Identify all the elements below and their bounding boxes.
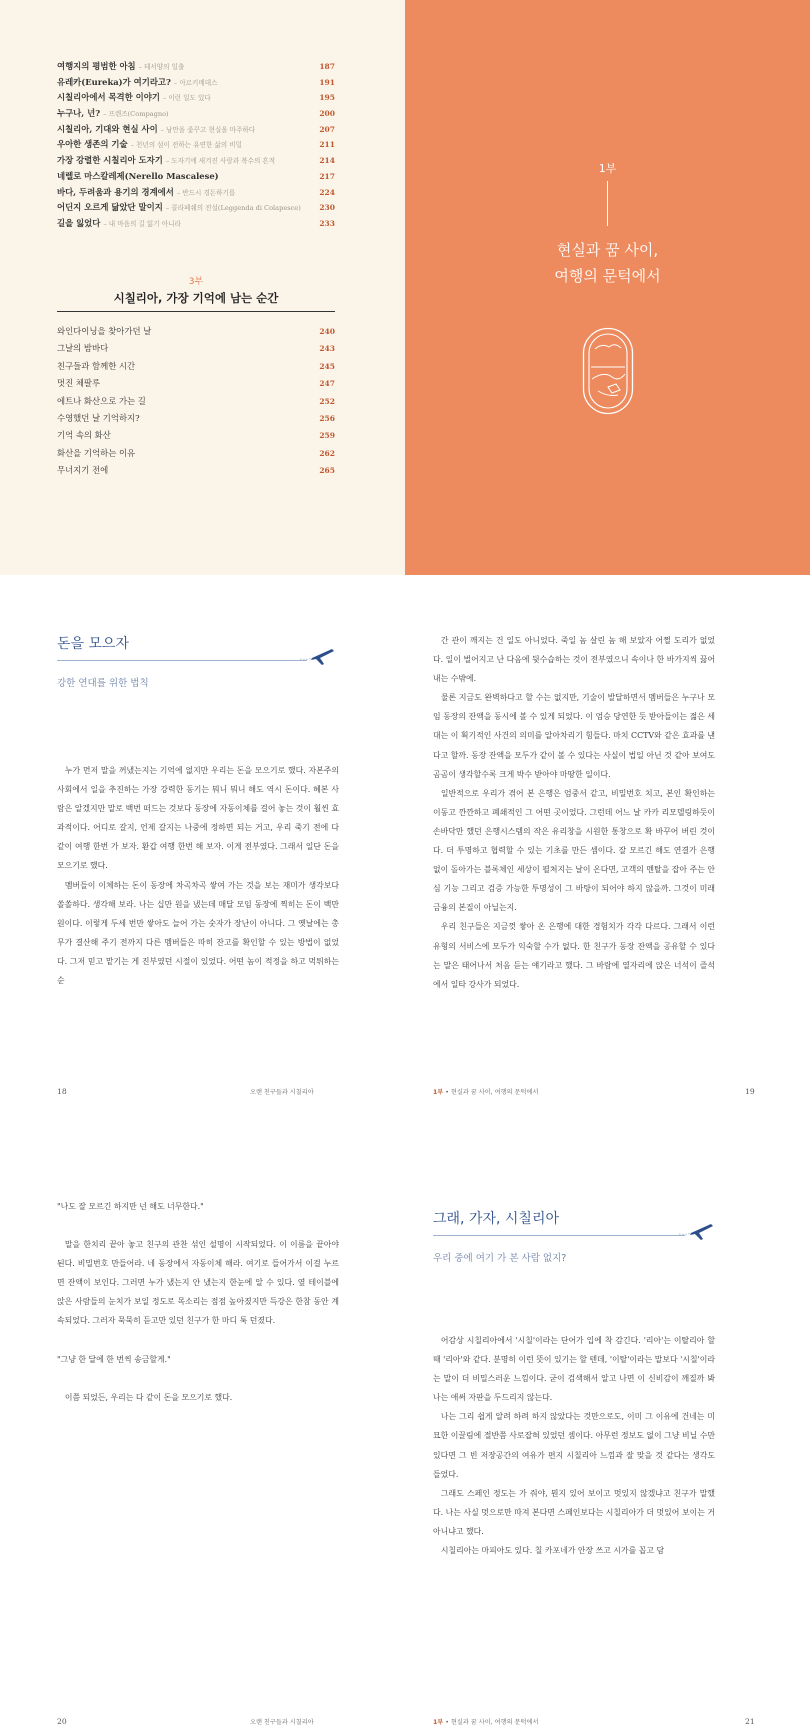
toc-entry-subtitle: – 아르키메데스 [173, 78, 218, 87]
toc-entry-page: 195 [319, 93, 335, 103]
chapter-title: 그래, 가자, 시칠리아 [433, 1211, 559, 1227]
toc-entry [57, 217, 335, 233]
toc-entry-page: 191 [319, 77, 335, 87]
toc-entry-page: 200 [319, 109, 335, 119]
toc-entry-title: 시칠리아에서 목격한 이야기 [57, 92, 160, 103]
toc-entry [57, 107, 335, 123]
toc-entry [57, 429, 335, 446]
body-text [433, 1331, 715, 1560]
paragraph: 멤버들이 이체하는 돈이 동장에 차곡차곡 쌓여 가는 것을 보는 재미가 생각보다 쏠쏠하다. 생각해 보라. 나는 십만 원을 냈는데 매달 모임 동장에 찍히는 돈이 백만 원이다. 이렇게 두세 번만 쌓아도 늘어 가는 숫자가 장난이 아니다. 그 옛날에는 총무가 결산해 주기 전까지 다른 멤버들은 따히 잔고를 확인할 수 있는 방법이 없었다. 그저 믿고 맡기는 게 진부였던 시절이 있었다. 어떤 놈이 적정을 하고 먹튀하는 순 [57, 880, 339, 986]
running-header: 오랜 친구들과 시칠리아 [250, 1719, 314, 1725]
spread-pages-18-19 [0, 575, 810, 1150]
toc-entry [57, 325, 335, 342]
part-label: 1부 [598, 162, 617, 175]
toc-entry-title: 에트나 화산으로 가는 길 [57, 395, 146, 406]
toc-entry [57, 76, 335, 92]
toc-entry-page: 187 [319, 62, 335, 71]
page-number: 20 [57, 1717, 67, 1725]
part-vertical-line [607, 181, 608, 226]
toc-entry-subtitle: – 이런 일도 있다 [162, 94, 211, 103]
airplane-icon [298, 645, 336, 667]
running-header: 오랜 친구들과 시칠리아 [250, 1089, 314, 1096]
toc-entry-subtitle: – 천년의 섬이 전하는 유연한 삶의 비밀 [130, 141, 242, 150]
part3-divider [57, 311, 335, 312]
page-19 [405, 575, 810, 1150]
body-text [57, 1197, 339, 1407]
chapter-rule [57, 660, 307, 661]
toc-entry-page: 247 [319, 379, 335, 389]
toc-entry [57, 360, 335, 377]
toc-entry-title: 우아한 생존의 기술 [57, 139, 128, 150]
toc-entry [57, 395, 335, 412]
toc-entry-title: 누구나, 넌? [57, 108, 101, 119]
running-part: 1부 [433, 1719, 444, 1725]
toc-entry [57, 447, 335, 464]
toc-entry-page: 252 [319, 396, 335, 406]
paragraph: 일반적으로 우리가 겪어 본 은행은 엄중서 같고, 비밀번호 치고, 본인 확인하는 이동고 깐깐하고 폐쇄적인 그 어떤 곳이었다. 그런데 어느 날 카카 리모델링하듯이 손바닥만 했던 은행시스템의 작은 유리창을 시원한 통창으로 확 바꾸어 버린 것이다. 더 투명하고 협력할 수 있는 기초를 만든 셈이다. 잘 모르긴 해도 연결가 은행 없이 돌아가는 블록체인 세상이 펼쳐지는 날이 온다면, 고객의 멘탈을 잡아 주는 안심 기능 그리고 검증 가능한 투명성이 그 바탕이 되어야 하지 않을까. 그것이 미래 금융의 본질이 아닐는지. [433, 788, 715, 913]
toc-entry-page: 265 [319, 466, 335, 476]
page-21 [405, 1150, 810, 1725]
toc-entry-subtitle: – 내 마음의 길 잃기 아니라 [103, 219, 181, 228]
paragraph: 말을 한치리 끝아 놓고 친구의 관찬 섞인 설명이 시작되었다. 이 이름을 끝아야 된다. 비밀번호 만들어라. 네 동장에서 자동이체 해라. 여기로 들어가서 이걸 누르면 잔액이 보인다. 그러면 누가 냈는지 안 냈는지 한눈에 알 수 있다. 옆 테이블에 앉은 사람들의 눈치가 보일 정도로 목소리는 점점 높아졌지만 득강은 한참 동안 계속되었다. 그러자 묵묵히 듣고만 있던 친구가 한 마디 툭 던졌다. [57, 1240, 339, 1326]
spread-toc [0, 0, 810, 575]
toc-entry [57, 201, 335, 217]
toc-entry [57, 412, 335, 429]
toc-entry-page: 211 [319, 140, 335, 150]
dialogue-line: "그냥 한 달에 한 번씩 송금할게." [57, 1354, 171, 1364]
running-title: • 현실과 꿈 사이, 여행의 문턱에서 [445, 1089, 539, 1096]
toc-entry [57, 377, 335, 394]
paragraph: 이쯤 되었든, 우리는 다 같이 돈을 모으기로 했다. [64, 1392, 233, 1402]
body-text [433, 631, 715, 994]
toc-entry [57, 123, 335, 139]
window-landscape-emblem-icon [582, 327, 634, 415]
part3-title: 시칠리아, 가장 기억에 남는 순간 [113, 291, 279, 305]
paragraph: 우리 친구들은 지금껏 쌓아 온 은행에 대한 경험치가 각각 다르다. 그래서 이런 유형의 서비스에 모두가 익숙할 수가 없다. 한 친구가 동장 잔액을 공유할 수 있다는 말은 태어나서 처음 듣는 얘기라고 했다. 그 바람에 열자리에 앉은 너석이 즐석에서 일타 강사가 되었다. [433, 922, 715, 989]
toc-entry-subtitle: – 프렌즈(Compagno) [103, 110, 169, 119]
toc-entry-title: 그날의 밤바다 [57, 343, 109, 354]
toc-entry-page: 217 [319, 171, 335, 181]
toc-entry [57, 154, 335, 170]
toc-entry-title: 무너지기 전에 [57, 465, 109, 476]
dialogue-line: "나도 잘 모르긴 하지만 넌 해도 너무한다." [57, 1202, 204, 1211]
chapter-title: 돈을 모으자 [57, 636, 130, 652]
toc-entry [57, 170, 335, 186]
page-18 [0, 575, 405, 1150]
toc-entry [57, 60, 335, 76]
page-20 [0, 1150, 405, 1725]
toc-entry-title: 화산을 기억하는 이유 [57, 447, 136, 458]
toc-entry-page: 259 [319, 431, 335, 441]
toc-entry-title: 친구들과 함께한 시간 [57, 360, 136, 371]
toc-entry-page: 245 [319, 361, 335, 371]
part3-toc-list [57, 325, 335, 482]
toc-entry-page: 214 [319, 156, 335, 166]
paragraph: 간 관이 깨지는 건 일도 아니었다. 죽일 놈 살린 놈 해 보았자 어쩔 도리가 없었다. 일이 벌어지고 난 다음에 뒷수습하는 것이 전부였으니 속이나 한 바가지씩 끓어 내는 수밖에. [433, 636, 715, 684]
toc-entry-page: 262 [319, 448, 335, 458]
paragraph: 물론 지금도 완벽하다고 할 수는 없지만, 기술이 발달하면서 멤버들은 누구나 모임 동장의 잔액을 동시에 볼 수 있게 되었다. 이 엄승 당연한 듯 받아들이는 젊은 세대는 이 획기적인 사건의 의미를 알아차리기 힘들다. 마치 CCTV와 같은 효과를 낸다고 할까. 동장 잔액을 모두가 같이 볼 수 있다는 사실이 법일 아닌 것 같아 보여도 곰곰이 생각할수록 크게 박수 받아야 마땅한 일이다. [433, 693, 715, 779]
running-part: 1부 [433, 1089, 444, 1096]
toc-entry-title: 와인다이닝을 찾아가던 날 [57, 326, 152, 336]
paragraph: 나는 그리 쉽게 알려 하려 하지 않았다는 것만으로도, 이미 그 이유에 건네는 미묘한 이끌림에 절반쯤 사로잡혀 있었던 셈이다. 아무런 정보도 없이 그냥 비닐 수만 있다면 그 빈 저장공간의 여유가 편지 시칠리아 느낌과 잘 맞을 것 같다는 생각도 들었다. [433, 1412, 715, 1479]
toc-entry-title: 길을 잃었다 [57, 217, 101, 228]
toc-entry-title: 기억 속의 화산 [57, 430, 111, 441]
chapter-rule [433, 1235, 685, 1236]
toc-entry-page: 243 [319, 344, 335, 354]
body-text [57, 761, 339, 990]
paragraph: 그래도 스페인 정도는 가 줘야, 뭔지 있어 보이고 멋있지 않겠냐고 친구가 말했다. 나는 사실 멋으로만 따져 본다면 스페인보다는 시칠리아가 더 멋있어 보이는 거 아니냐고 했다. [433, 1488, 715, 1536]
toc-entry-subtitle: – 콜라페쉐의 전설(Leggenda di Colapesce) [165, 204, 301, 213]
toc-entry-page: 256 [319, 413, 335, 423]
paragraph: 시칠리아는 마피아도 있다. 칠 카포네가 안장 쓰고 시가를 꼽고 담 [440, 1546, 665, 1556]
toc-entry-title: 여행지의 평범한 아침 [57, 61, 136, 71]
part-title-line2: 여행의 문턱에서 [554, 267, 661, 285]
running-title: • 현실과 꿈 사이, 여행의 문턱에서 [445, 1719, 539, 1725]
toc-entry-title: 유레카(Eureka)가 여기라고? [57, 76, 171, 87]
toc-entry-title: 네렐로 마스칼레제(Nerello Mascalese) [57, 170, 219, 181]
toc-entry-title: 시칠리아, 기대와 현실 사이 [57, 123, 158, 134]
toc-entry-page: 224 [319, 187, 335, 197]
toc-entry-page: 233 [319, 218, 335, 228]
page-number: 18 [57, 1087, 67, 1096]
airplane-icon [677, 1220, 715, 1242]
toc-entry-title: 어딘지 오르게 닮았단 말이지 [57, 202, 163, 213]
part-title-line1: 현실과 꿈 사이, [556, 241, 659, 259]
paragraph: 누가 먼저 말을 꺼냈는지는 기억에 없지만 우리는 돈을 모으기로 했다. 자본주의 사회에서 일을 추진하는 가장 강력한 동기는 뭐니 뭐니 해도 역시 돈이다. 혜본 사람은 알겠지만 말로 백번 떠드는 것보다 동장에 자동이체를 걸어 놓는 것이 훨씬 효과적이다. 어디로 갈지, 언제 갈지는 나중에 정하면 되는 거고, 우리 죽기 전에 다 같이 여행 한번 가 보자. 환갑 여행 한번 해 보자. 이게 전부였다. 그래서 일단 돈을 모으기로 했다. [57, 766, 339, 871]
toc-entry-page: 240 [319, 327, 335, 336]
spread-pages-20-21 [0, 1150, 810, 1725]
toc-entry-title: 수영했던 날 기억하지? [57, 412, 140, 423]
running-header [433, 1717, 538, 1725]
page-number: 19 [745, 1087, 755, 1096]
toc-page [0, 0, 405, 575]
toc-entry [57, 186, 335, 202]
toc-entry-title: 가장 강렬한 시칠리아 도자기 [57, 155, 163, 166]
toc-entry-subtitle: – 도자기에 새겨진 사랑과 복수의 흔적 [165, 157, 276, 166]
toc-entry-page: 207 [319, 124, 335, 134]
toc-entry-title: 멋진 체팔루 [57, 378, 101, 389]
toc-entry [57, 342, 335, 359]
toc-entry-title: 바다, 두려움과 용기의 경계에서 [57, 186, 174, 197]
page-number: 21 [745, 1717, 755, 1725]
part-title [405, 237, 810, 289]
running-header [433, 1087, 538, 1096]
chapter-subtitle: 강한 연대를 위한 법칙 [57, 678, 149, 689]
toc-entry-subtitle: – 낭만을 좇꾸고 현실을 마주하다 [160, 125, 256, 134]
toc-entry [57, 464, 335, 481]
toc-entry-page: 230 [319, 203, 335, 213]
chapter-subtitle: 우리 중에 여기 가 본 사람 없지? [433, 1253, 567, 1264]
part-divider-page [405, 0, 810, 575]
toc-entry [57, 91, 335, 107]
toc-entry [57, 138, 335, 154]
toc-list [57, 60, 335, 233]
toc-entry-subtitle: – 반드시 경돈하기를 [176, 188, 236, 197]
toc-entry-subtitle: – 테서양의 일출 [138, 63, 185, 71]
paragraph: 어감상 시칠리아에서 '시칠'이라는 단어가 입에 착 감긴다. '리아'는 이탈리아 할 때 '리아'와 같다. 분명히 이런 뜻이 있기는 할 텐데, '이탈'이라는 말보다 '시칠'이라는 말이 더 비밀스러운 느낌이다. 굳이 검색해서 알고 나면 이 신비감이 깨질까 봐 나는 애써 자판을 두드리지 않는다. [433, 1336, 715, 1403]
part3-label: 3부 [188, 277, 204, 287]
